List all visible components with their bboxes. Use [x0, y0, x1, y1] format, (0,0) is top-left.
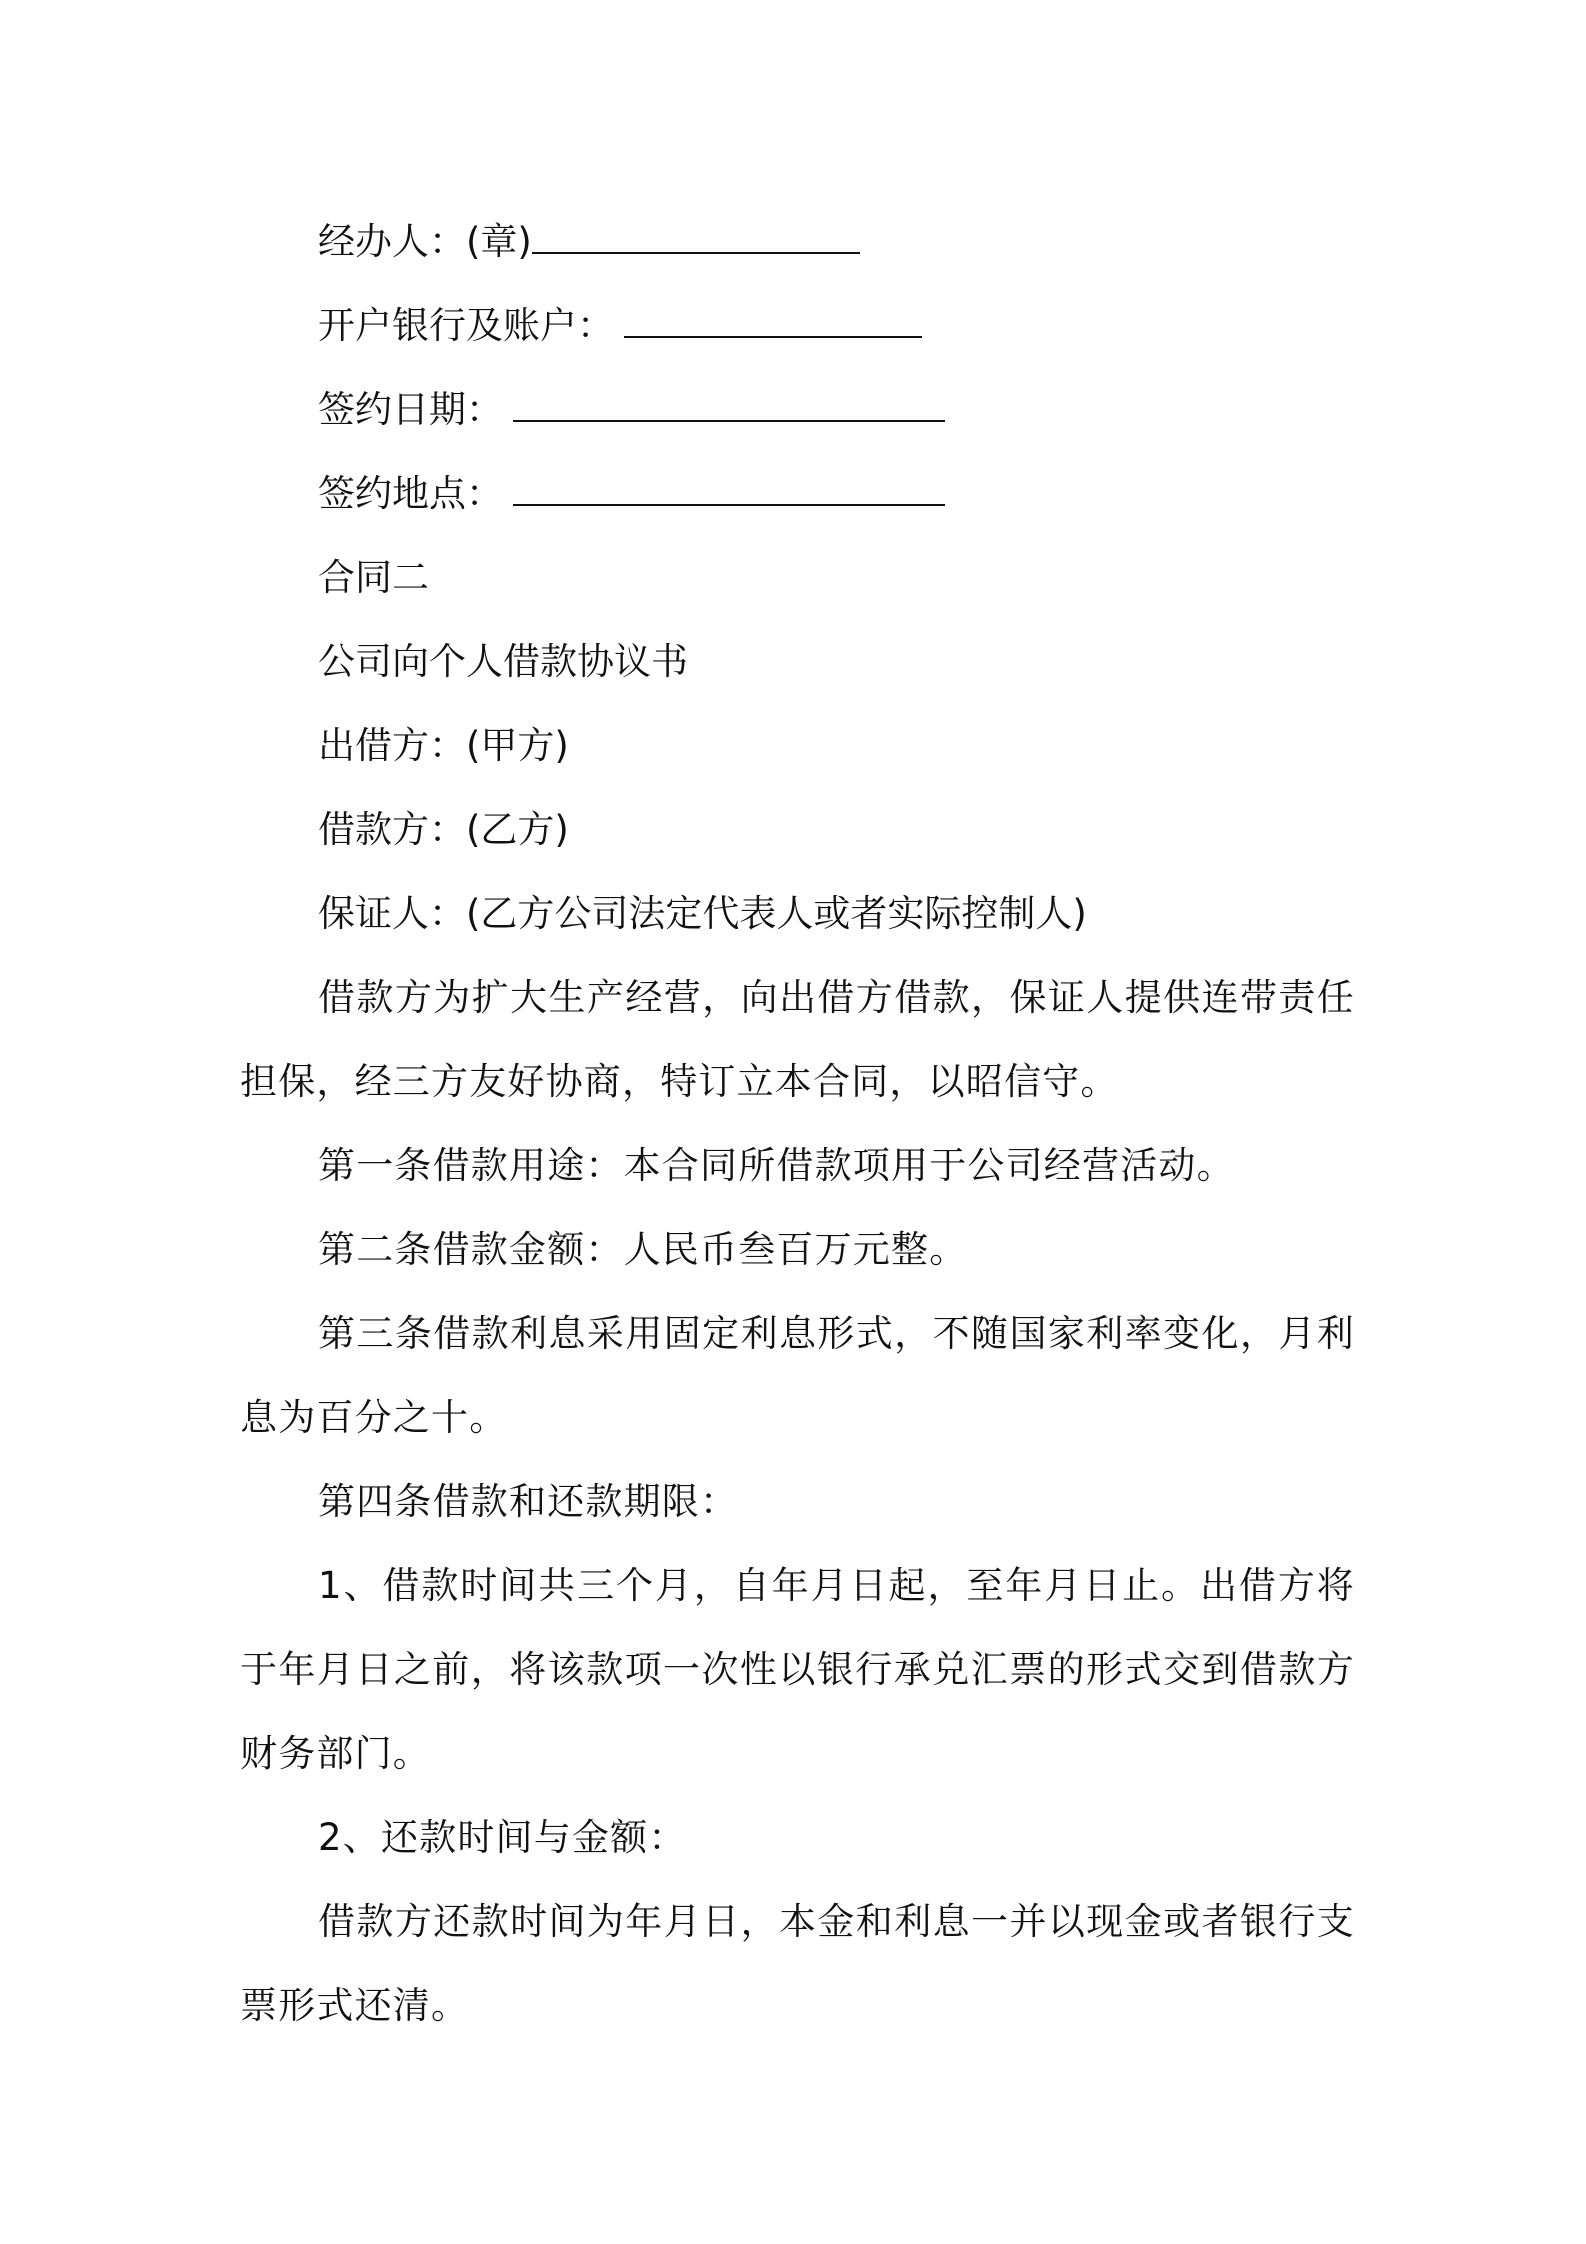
- handler-blank: [532, 216, 860, 254]
- sign-place-blank: [513, 468, 945, 506]
- bank-account-line: [240, 284, 1355, 368]
- handler-label: 经办人：(章): [318, 220, 532, 263]
- borrower-line: 借款方：(乙方): [318, 808, 569, 851]
- sign-place-label: 签约地点：: [318, 472, 503, 515]
- article-1: 第一条借款用途：本合同所借款项用于公司经营活动。: [318, 1144, 1235, 1187]
- article-3: 第三条借款利息采用固定利息形式，不随国家利率变化，月利息为百分之十。: [240, 1312, 1355, 1439]
- bank-account-blank: [624, 300, 922, 338]
- article-4: 第四条借款和还款期限：: [318, 1480, 739, 1523]
- sign-date-blank: [513, 384, 945, 422]
- article-4-item-2: 2、还款时间与金额：: [318, 1816, 687, 1859]
- sign-date-line: [240, 368, 1355, 452]
- preamble-paragraph: 借款方为扩大生产经营，向出借方借款，保证人提供连带责任担保，经三方友好协商，特订立本合同，以昭信守。: [240, 976, 1355, 1103]
- sign-place-line: [240, 452, 1355, 536]
- document-body: [240, 200, 1355, 2048]
- document-title: 公司向个人借款协议书: [318, 640, 688, 683]
- sign-date-label: 签约日期：: [318, 388, 503, 431]
- article-4-item-1: 1、借款时间共三个月，自年月日起，至年月日止。出借方将于年月日之前，将该款项一次性以银行承兑汇票的形式交到借款方财务部门。: [240, 1564, 1355, 1775]
- article-2: 第二条借款金额：人民币叁百万元整。: [318, 1228, 968, 1271]
- section-title: 合同二: [318, 556, 429, 599]
- bank-account-label: 开户银行及账户：: [318, 304, 614, 347]
- lender-line: 出借方：(甲方): [318, 724, 569, 767]
- guarantor-line: 保证人：(乙方公司法定代表人或者实际控制人): [318, 892, 1087, 935]
- repayment-paragraph: 借款方还款时间为年月日，本金和利息一并以现金或者银行支票形式还清。: [240, 1900, 1355, 2027]
- handler-line: [240, 200, 1355, 284]
